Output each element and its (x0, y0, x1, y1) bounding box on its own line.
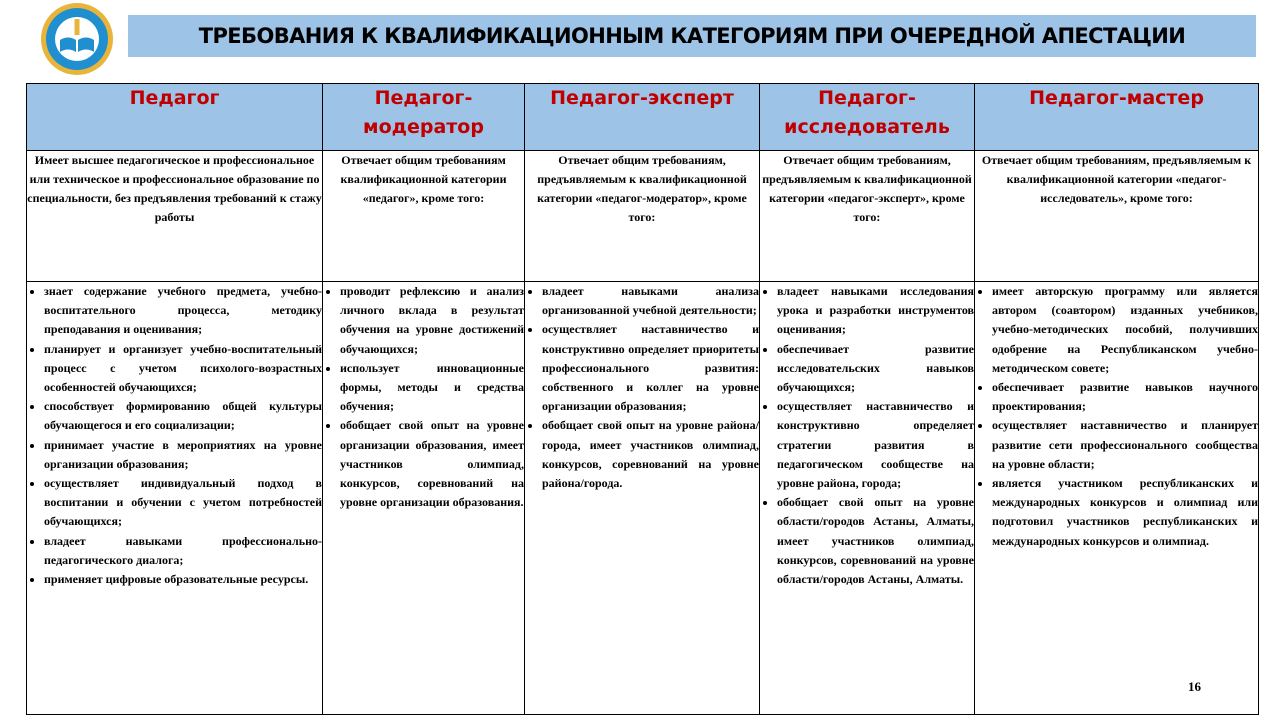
duties-list (760, 282, 974, 589)
header-pedagog-master: Педагог-мастер (975, 84, 1259, 151)
duties-cell-pedagog-researcher (760, 282, 975, 715)
duty-item: • обобщает свой опыт на уровне области/городов Астаны, Алматы, имеет участников олимпиад, конкурсов, соревнований на уровне области/городов Астаны, Алматы. (777, 493, 974, 589)
duty-item: • имеет авторскую программу или является автором (соавтором) изданных учебников, учебно-методических пособий, получивших одобрение на Республиканском учебно-методическом совете; (992, 282, 1258, 378)
duty-item: • осуществляет индивидуальный подход в воспитании и обучении с учетом потребностей обучающихся; (44, 474, 322, 532)
duties-cell-pedagog (27, 282, 323, 715)
page-title: ТРЕБОВАНИЯ К КВАЛИФИКАЦИОННЫМ КАТЕГОРИЯМ ПРИ ОЧЕРЕДНОЙ АПЕСТАЦИИ (198, 24, 1186, 48)
requirements-row (27, 151, 1259, 282)
duty-item: • осуществляет наставничество и конструктивно определяет приоритеты профессионального развития: собственного и коллег на уровне организации образования; (542, 320, 759, 416)
header-pedagog-expert: Педагог-эксперт (525, 84, 760, 151)
duty-item: • обобщает свой опыт на уровне организации образования, имеет участников олимпиад, конкурсов, соревнований на уровне организации образования. (340, 416, 524, 512)
duty-item: • является участником республиканских и международных конкурсов и олимпиад или подготовил участников республиканских и международных конкурсов и олимпиад. (992, 474, 1258, 551)
duties-list (27, 282, 322, 589)
duty-item: • знает содержание учебного предмета, учебно-воспитательного процесса, методику преподавания и оценивания; (44, 282, 322, 340)
duty-item: • владеет навыками профессионально-педагогического диалога; (44, 532, 322, 570)
header-row (27, 84, 1259, 151)
duty-item: • планирует и организует учебно-воспитательный процесс с учетом психолого-возрастных особенностей обучающихся; (44, 340, 322, 398)
duties-cell-pedagog-expert (525, 282, 760, 715)
duty-item: • обеспечивает развитие навыков научного проектирования; (992, 378, 1258, 416)
duty-item: • обеспечивает развитие исследовательских навыков обучающихся; (777, 340, 974, 398)
categories-table (26, 83, 1259, 715)
header-pedagog-moderator: Педагог-модератор (323, 84, 525, 151)
duty-item: • проводит рефлексию и анализ личного вклада в результат обучения на уровне достижений обучающихся; (340, 282, 524, 359)
duty-item: • осуществляет наставничество и конструктивно определяет стратегии развития в педагогическом сообществе на уровне района, города; (777, 397, 974, 493)
duties-row (27, 282, 1259, 715)
duties-cell-pedagog-master (975, 282, 1259, 715)
duty-item: • обобщает свой опыт на уровне района/города, имеет участников олимпиад, конкурсов, соревнований на уровне района/города. (542, 416, 759, 493)
duty-item: • применяет цифровые образовательные ресурсы. (44, 570, 322, 589)
ministry-emblem-icon (40, 2, 114, 76)
requirement-pedagog-master: Отвечает общим требованиям, предъявляемым к квалификационной категории «педагог-исследователь», кроме того: (975, 151, 1259, 282)
duty-item: • владеет навыками анализа организованной учебной деятельности; (542, 282, 759, 320)
duty-item: • способствует формированию общей культуры обучающегося и его социализации; (44, 397, 322, 435)
duty-item: • принимает участие в мероприятиях на уровне организации образования; (44, 436, 322, 474)
page-number: 16 (1188, 679, 1201, 694)
requirement-pedagog: Имеет высшее педагогическое и профессиональное или техническое и профессиональное образование по специальности, без предъявления требований к стажу работы (27, 151, 323, 282)
duty-item: • владеет навыками исследования урока и разработки инструментов оценивания; (777, 282, 974, 340)
requirement-pedagog-expert: Отвечает общим требованиям, предъявляемым к квалификационной категории «педагог-модератор», кроме того: (525, 151, 760, 282)
header-pedagog: Педагог (27, 84, 323, 151)
duty-item: • использует инновационные формы, методы и средства обучения; (340, 359, 524, 417)
requirement-pedagog-researcher: Отвечает общим требованиям, предъявляемым к квалификационной категории «педагог-эксперт», кроме того: (760, 151, 975, 282)
header-pedagog-researcher: Педагог-исследователь (760, 84, 975, 151)
duty-item: • осуществляет наставничество и планирует развитие сети профессионального сообщества на уровне области; (992, 416, 1258, 474)
requirement-pedagog-moderator: Отвечает общим требованиям квалификационной категории «педагог», кроме того: (323, 151, 525, 282)
duties-cell-pedagog-moderator (323, 282, 525, 715)
duties-list (975, 282, 1258, 551)
title-banner (128, 15, 1256, 57)
duties-list (323, 282, 524, 512)
duties-list (525, 282, 759, 493)
